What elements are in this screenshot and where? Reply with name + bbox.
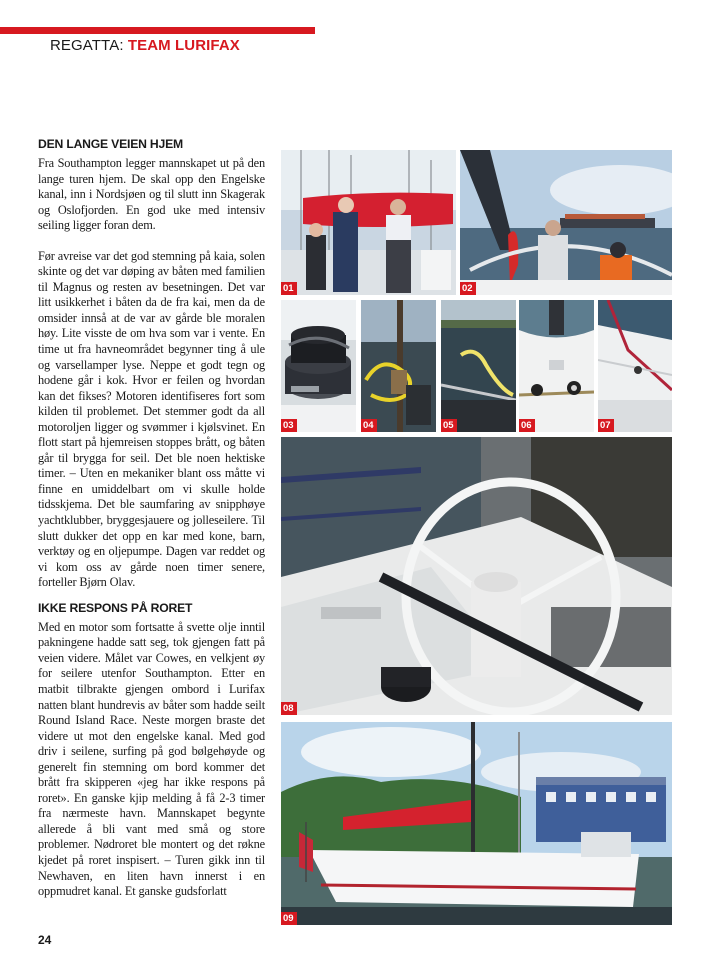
article-body [38,137,265,900]
section-heading: IKKE RESPONS PÅ RORET [38,600,193,615]
photo-number-badge: 01 [281,282,297,295]
photo-number-badge: 09 [281,912,297,925]
paragraph: Med en motor som fortsatte å svette olje inntil pakningene hadde satt seg, tok gjengen fatt på veien videre. Målet var Cowes, en velkjent øy for seilere utenfor Southampton. Etter en matbit tilbrakte gjengen ombord i Lurifax natten blant hundrevis av båter som hadde seilt Round Island Race. Neste morgen braste det videre ut mot den engelske kanal. Med god driv i seilene, surfing på god bølgehøyde og generelt fin stemning om bord kommer det brått fra skipperen «jeg har ikke respons på roret». En ganske kjip melding å få 2-3 timer fra nærmeste havn. Mannskapet begynte allerede å bli vant med små og store problemer. Nødroret ble montert og det røkne kjedet på roret inspisert. – Turen gikk inn til Newhaven, en liten havn innerst i en oppmudret kanal. Et ganske gudsforlatt [38,619,265,899]
paragraph: Før avreise var det god stemning på kaia, solen skinte og det var døping av båten med familien til Magnus og resten av besetningen. Det var litt usikkerhet i båten da de fra kai, men da de omsider innså at de var av gårde ble moralen høy. Lite visste de om hva som var i vente. En time ut fra havneområdet begynner ting å ule og varsellamper lyse. Neppe et godt tegn og hodene går i kok. Hvor er feilen og hvordan kan det fikses? Motoren identifiseres fort som kilden til problemet. Det stemmer godt da all motoroljen ligger og svømmer i kjølsvinet. En flott start på hjemreisen stoppes brått, og båten går til brygga for seil. Det ble noen hektiske timer. – Uten en mekaniker blant oss måtte vi finne en umiddelbart om vi skulle holde tidsskjema. Det ble saumfaring av snipphøye yachtklubber, bryggesjauere og jolleseilere. Til slutt dukker det opp en kar med kone, barn, verktøy og en oljepumpe. Dagen var reddet og vi kom oss av gårde noen timer senere, forteller Bjørn Olav. [38,248,265,590]
winch-photo [281,300,356,432]
photo-number-badge: 08 [281,702,297,715]
steering-wheel-photo [281,437,672,715]
kicker-prefix: REGATTA: [50,37,124,54]
photo-number-badge: 02 [460,282,476,295]
header-accent-bar [0,27,315,34]
kicker-title: TEAM LURIFAX [127,37,240,54]
page-number: 24 [38,933,52,947]
paragraph: Fra Southampton legger mannskapet ut på den lange turen hjem. De skal opp den Engelske kanal, inn i Nordsjøen og til slutt inn Skagerak og Oslofjorden. En god uke med intensiv seiling ligger foran dem. [38,156,265,233]
rope-line-photo [441,300,516,432]
bow-photo [598,300,672,432]
crew-on-dock-photo [281,150,456,295]
photo-number-badge: 07 [598,419,614,432]
crew-sailing-photo [460,150,672,295]
photo-number-badge: 06 [519,419,535,432]
boat-in-harbor-photo [281,722,672,925]
photo-number-badge: 04 [361,419,377,432]
photo-number-badge: 03 [281,419,297,432]
rope-photo [361,300,436,432]
section-kicker [50,37,240,54]
photo-number-badge: 05 [441,419,457,432]
deck-fitting-photo [519,300,594,432]
section-heading: DEN LANGE VEIEN HJEM [38,137,183,151]
